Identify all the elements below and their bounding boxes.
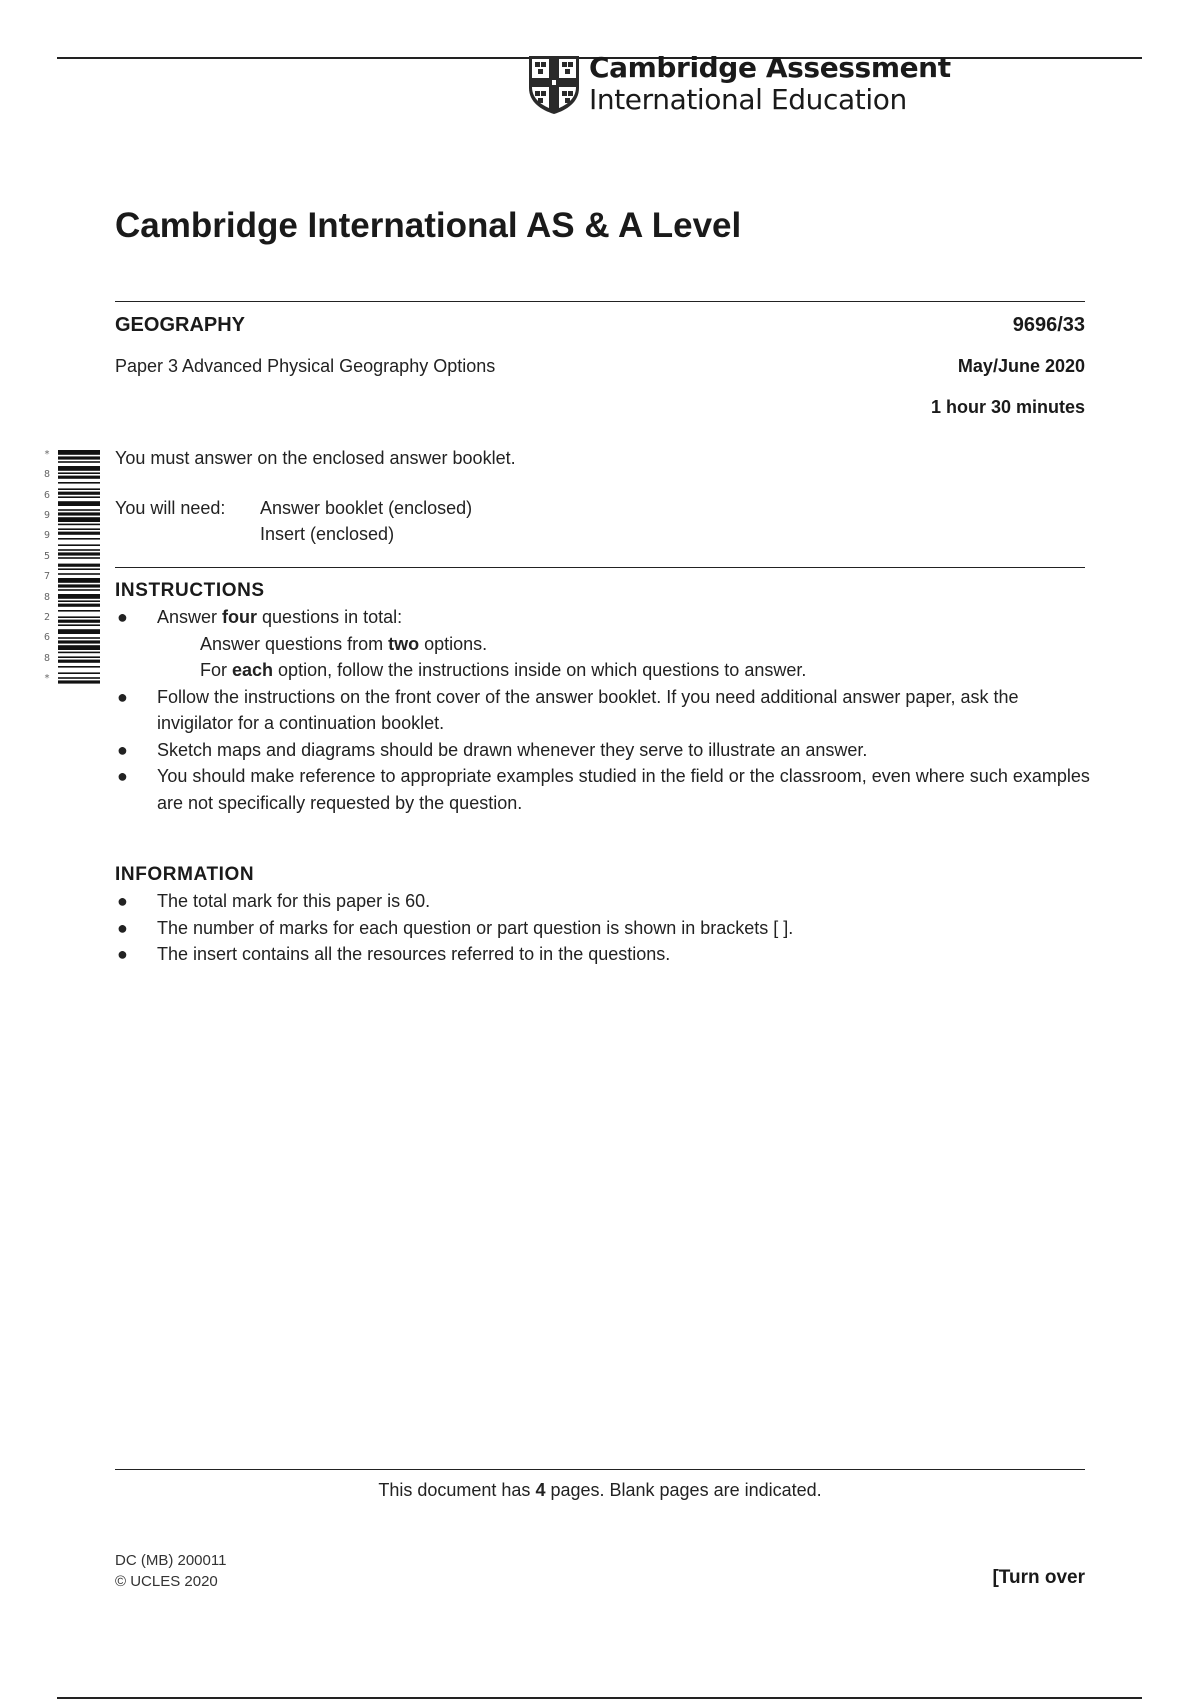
- subject-name: GEOGRAPHY: [115, 314, 246, 336]
- answer-note: You must answer on the enclosed answer booklet.: [115, 448, 516, 468]
- text-segment: options.: [419, 633, 488, 654]
- instructions-heading: INSTRUCTIONS: [115, 580, 265, 601]
- paper-code: 9696/33: [1012, 314, 1085, 336]
- bold-segment: four: [222, 607, 258, 627]
- cambridge-crest-icon: [527, 54, 581, 116]
- turn-over-label: [Turn over: [992, 1567, 1085, 1588]
- logo-line-1: Cambridge Assessment: [589, 51, 951, 84]
- bullet-icon: ●: [117, 944, 128, 964]
- bullet-icon: ●: [117, 686, 128, 707]
- logo-line-2: International Education: [589, 83, 907, 116]
- list-item-text: The total mark for this paper is 60.: [157, 891, 431, 911]
- barcode: [44, 450, 100, 684]
- list-item: [115, 763, 1090, 816]
- bold-segment: two: [388, 633, 420, 654]
- information-heading: INFORMATION: [115, 864, 255, 885]
- text-segment: This document has: [378, 1480, 536, 1500]
- footer-rule: [115, 1469, 1085, 1470]
- instructions-rule: [115, 567, 1085, 568]
- header-rule: [115, 301, 1085, 302]
- list-item-text: Sketch maps and diagrams should be drawn whenever they serve to illustrate an answer.: [157, 739, 868, 760]
- list-item-text: The number of marks for each question or part question is shown in brackets [ ].: [157, 917, 794, 938]
- list-item-text: The insert contains all the resources referred to in the questions.: [157, 944, 671, 964]
- bullet-icon: ●: [117, 766, 128, 786]
- bullet-icon: ●: [117, 607, 128, 627]
- barcode-digit: 7: [44, 571, 51, 583]
- barcode-digit: 8: [44, 652, 51, 664]
- bold-segment: each: [232, 660, 274, 680]
- text-segment: Answer: [157, 607, 223, 627]
- cambridge-logo: [527, 51, 951, 116]
- barcode-digit: 9: [44, 510, 51, 522]
- barcode-digit: 6: [44, 489, 51, 501]
- you-will-need-label: You will need:: [115, 498, 226, 518]
- sub-instruction: [157, 631, 1090, 658]
- list-item: [115, 888, 1090, 915]
- barcode-digit: 5: [44, 550, 51, 562]
- list-item: [115, 941, 1090, 968]
- bullet-icon: ●: [117, 917, 128, 938]
- barcode-digit: 2: [44, 611, 51, 623]
- text-segment: pages. Blank pages are indicated.: [545, 1480, 822, 1500]
- list-item: [115, 684, 1090, 737]
- need-item: Insert (enclosed): [260, 524, 395, 544]
- text-segment: questions in total:: [257, 607, 403, 627]
- text-segment: option, follow the instructions inside on which questions to answer.: [273, 660, 807, 680]
- document-code: [115, 1550, 226, 1592]
- text-segment: Answer questions from: [200, 633, 389, 654]
- list-item: [115, 915, 1090, 942]
- page-title: Cambridge International AS & A Level: [115, 206, 742, 245]
- barcode-digit: 8: [44, 591, 51, 603]
- page-count: 4: [535, 1480, 546, 1500]
- copyright: © UCLES 2020: [115, 1573, 218, 1590]
- information-list: [115, 888, 1090, 968]
- barcode-digit: 6: [44, 632, 51, 644]
- list-item: [115, 604, 1090, 684]
- exam-duration: 1 hour 30 minutes: [930, 397, 1085, 417]
- exam-session: May/June 2020: [957, 356, 1085, 376]
- list-item: [115, 737, 1090, 764]
- barcode-digit: *: [44, 672, 51, 684]
- bullet-icon: ●: [117, 739, 128, 760]
- barcode-digit: *: [44, 449, 51, 460]
- dc-code: DC (MB) 200011: [115, 1552, 227, 1569]
- list-item-text: You should make reference to appropriate examples studied in the field or the classroom, even where such examples are not specifically requested by the question.: [157, 766, 1090, 813]
- barcode-bars: [58, 450, 100, 684]
- instructions-list: [115, 604, 1090, 816]
- bottom-rule: [57, 1697, 1142, 1699]
- page-count-note: [0, 1480, 1200, 1501]
- need-item: Answer booklet (enclosed): [260, 498, 473, 518]
- list-item-text: Follow the instructions on the front cover of the answer booklet. If you need additional answer paper, ask the invigilator for a continuation booklet.: [157, 686, 1019, 733]
- sub-instruction: [157, 657, 1090, 684]
- barcode-digit: 9: [44, 530, 51, 542]
- bullet-icon: ●: [117, 891, 128, 911]
- paper-description: Paper 3 Advanced Physical Geography Options: [115, 356, 496, 376]
- text-segment: For: [200, 660, 233, 680]
- barcode-digit: 8: [44, 469, 51, 481]
- barcode-digits: [44, 450, 54, 684]
